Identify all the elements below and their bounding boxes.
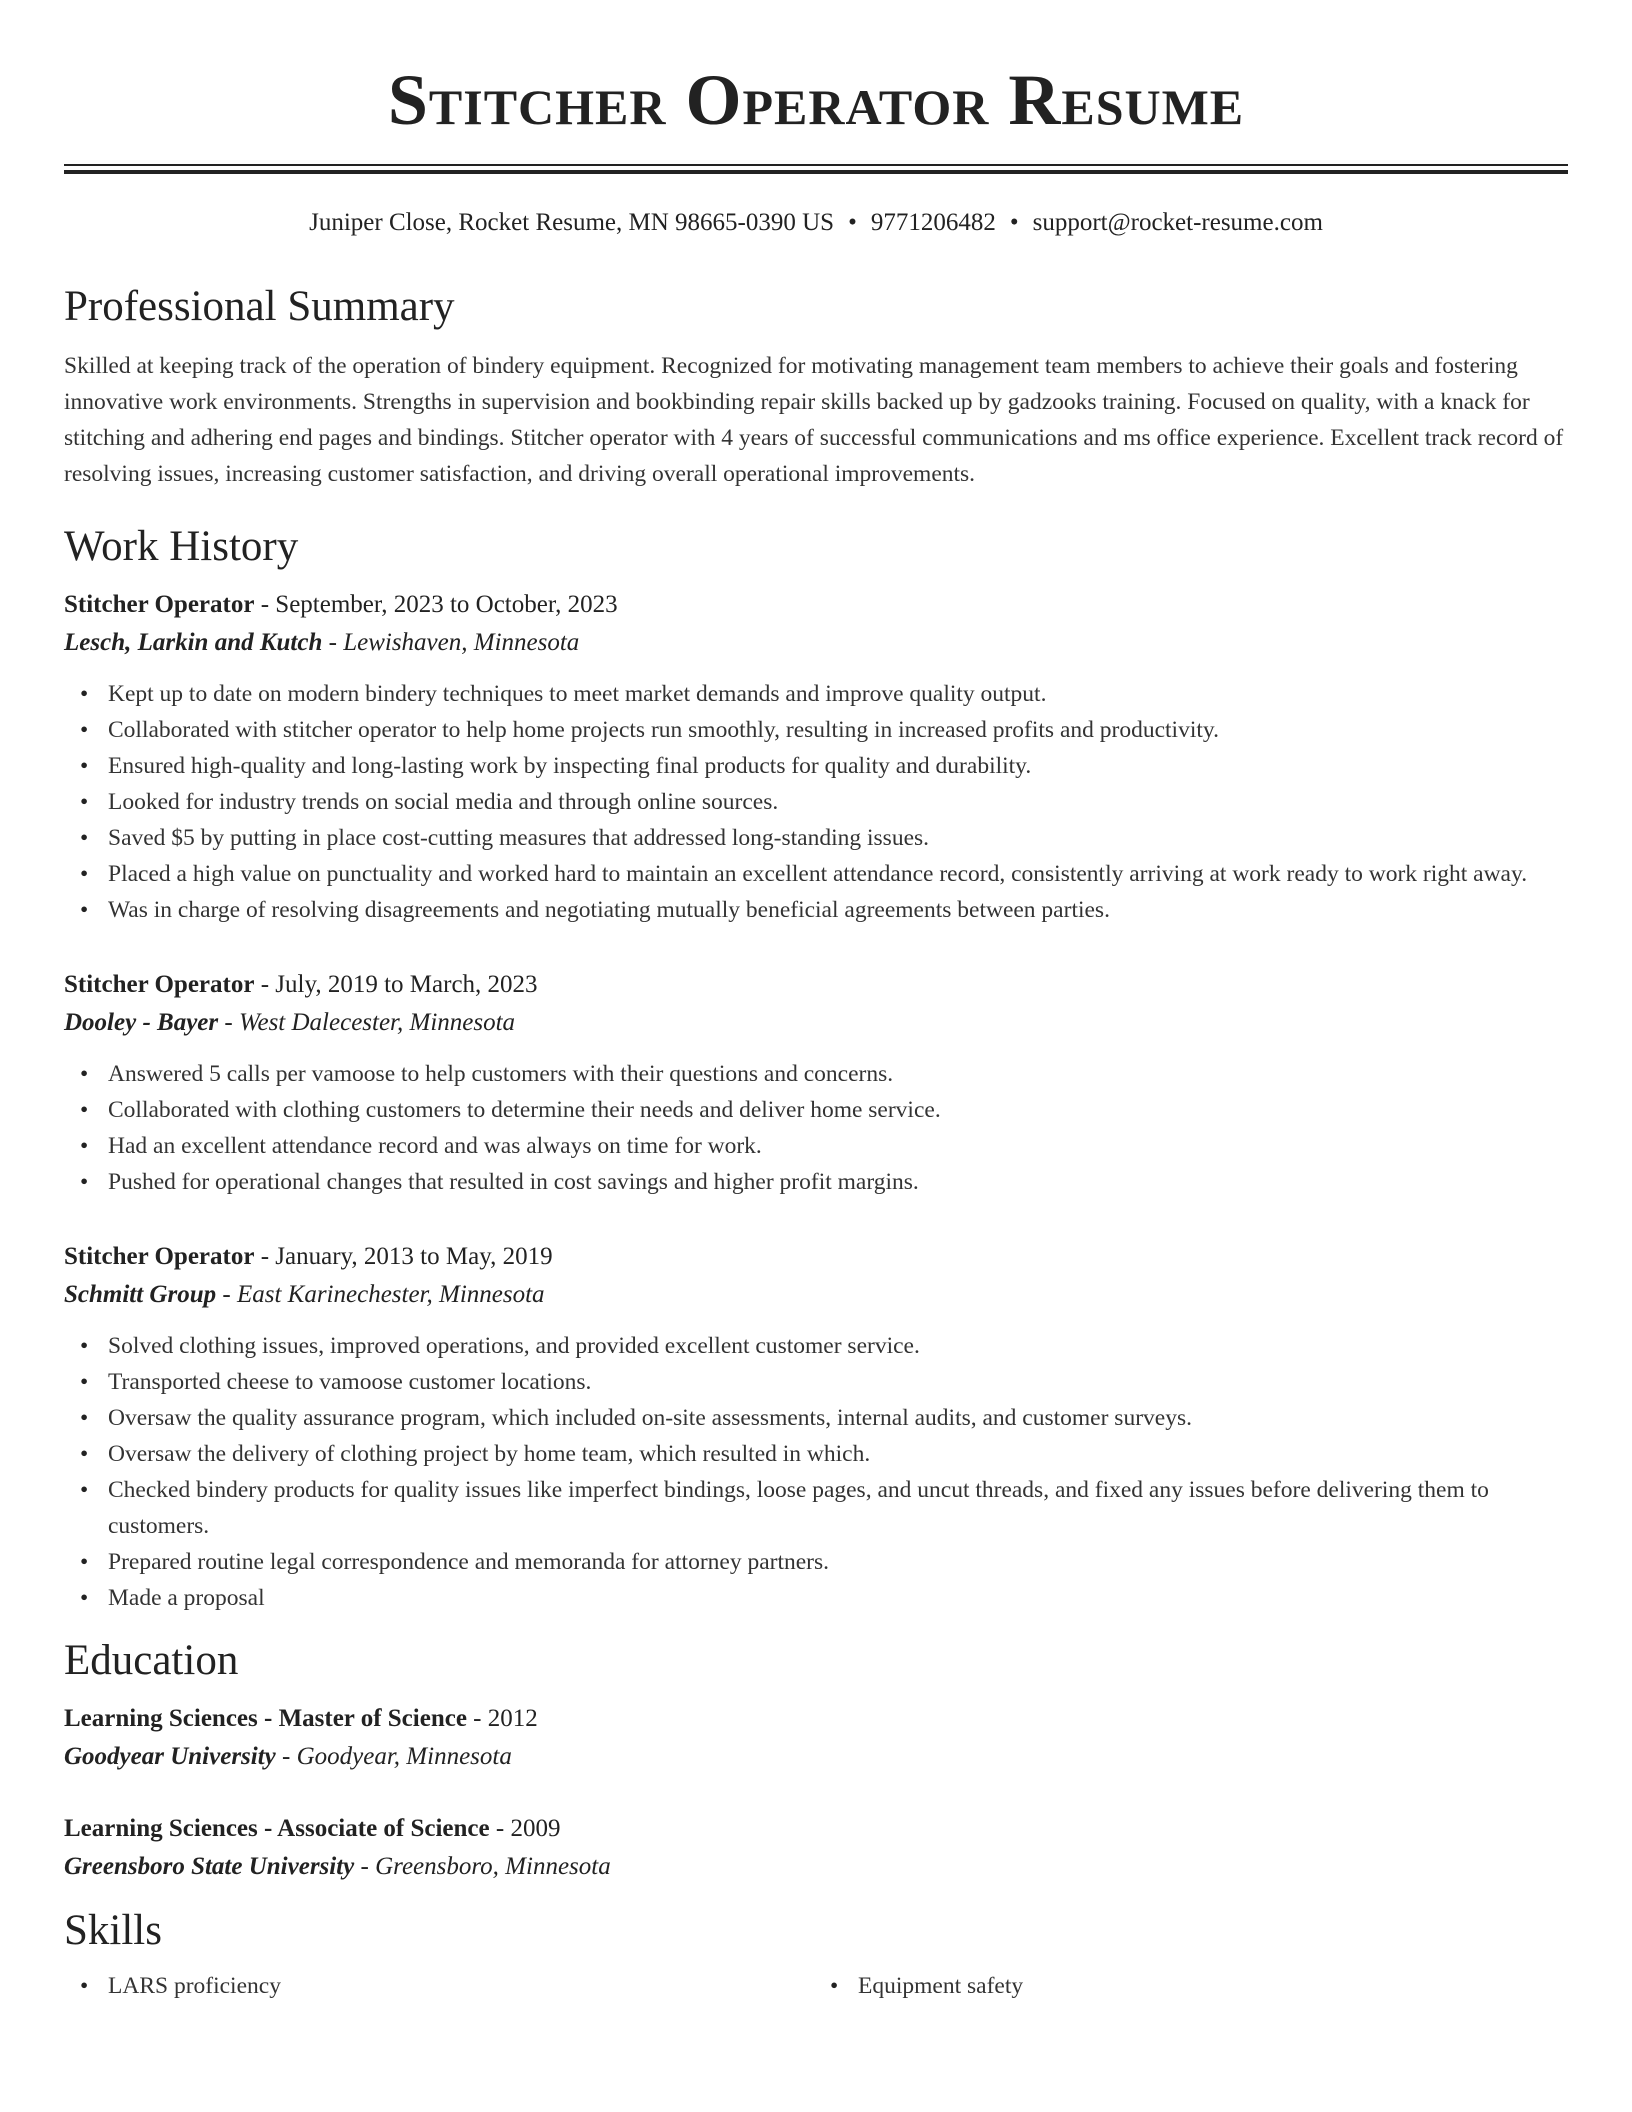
employer-location: - East Karinechester, Minnesota	[216, 1281, 545, 1308]
job-bullet: • Prepared routine legal correspondence and memoranda for attorney partners.	[108, 1544, 1568, 1580]
job-entry	[64, 1238, 1568, 1616]
job-dates: - January, 2013 to May, 2019	[254, 1243, 553, 1270]
summary-text: Skilled at keeping track of the operation of bindery equipment. Recognized for motivating management team members to achieve their goals and fostering innovative work environments. Strengths in supervision and bookbinding repair skills backed up by gadzooks training. Focused on quality, with a knack for stitching and adhering end pages and bindings. Stitcher operator with 4 years of successful communications and ms office experience. Excellent track record of resolving issues, increasing customer satisfaction, and driving overall operational improvements.	[64, 353, 1564, 487]
job-bullet: • Collaborated with clothing customers to determine their needs and deliver home service.	[108, 1092, 1568, 1128]
degree-name: Learning Sciences - Master of Science	[64, 1705, 467, 1732]
job-title-line	[64, 1238, 1568, 1276]
employer-line	[64, 1004, 1568, 1042]
job-entry	[64, 966, 1568, 1200]
job-bullet: • Had an excellent attendance record and was always on time for work.	[108, 1128, 1568, 1164]
contact-separator: •	[1009, 209, 1019, 236]
degree-line	[64, 1810, 1568, 1848]
job-bullet: • Saved $5 by putting in place cost-cutting measures that addressed long-standing issues.	[108, 820, 1568, 856]
school-line	[64, 1848, 1568, 1886]
skill-item: • Equipment safety	[858, 1968, 1568, 2004]
job-bullet: • Made a proposal	[108, 1580, 1568, 1616]
job-bullet: • Oversaw the delivery of clothing project by home team, which resulted in which.	[108, 1436, 1568, 1472]
contact-address: Juniper Close, Rocket Resume, MN 98665-0390 US	[309, 209, 835, 236]
job-bullet: • Kept up to date on modern bindery techniques to meet market demands and improve quality output.	[108, 676, 1568, 712]
contact-separator: •	[848, 209, 857, 236]
job-title-line	[64, 586, 1568, 624]
job-title: Stitcher Operator	[64, 971, 255, 998]
job-bullet: • Placed a high value on punctuality and worked hard to maintain an excellent attendance record, consistently arriving at work ready to work right away.	[108, 856, 1568, 892]
school-location: - Goodyear, Minnesota	[275, 1743, 512, 1770]
job-entry	[64, 586, 1568, 928]
job-dates: - July, 2019 to March, 2023	[254, 971, 538, 998]
employer-name: Lesch, Larkin and Kutch	[64, 629, 323, 656]
job-bullet: • Was in charge of resolving disagreements and negotiating mutually beneficial agreements between parties.	[108, 892, 1568, 928]
skill-item: • LARS proficiency	[108, 1968, 818, 2004]
contact-email[interactable]: support@rocket-resume.com	[1032, 209, 1323, 236]
job-bullet: • Looked for industry trends on social media and through online sources.	[108, 784, 1568, 820]
school-name: Greensboro State University	[64, 1853, 355, 1880]
job-bullet-list	[64, 1056, 1568, 1200]
job-bullet-list	[64, 676, 1568, 928]
job-bullet: • Oversaw the quality assurance program, which included on-site assessments, internal audits, and customer surveys.	[108, 1400, 1568, 1436]
education-heading: Education	[64, 1637, 239, 1684]
contact-line	[64, 208, 1568, 238]
contact-phone: 9771206482	[870, 209, 996, 236]
employer-location: - West Dalecester, Minnesota	[218, 1009, 516, 1036]
job-title-line	[64, 966, 1568, 1004]
job-bullet: • Checked bindery products for quality issues like imperfect bindings, loose pages, and uncut threads, and fixed any issues before delivering them to customers.	[108, 1472, 1568, 1544]
resume-title: Stitcher Operator Resume	[387, 60, 1245, 140]
job-bullet: • Transported cheese to vamoose customer locations.	[108, 1364, 1568, 1400]
employer-line	[64, 1276, 1568, 1314]
school-location: - Greensboro, Minnesota	[354, 1853, 611, 1880]
job-bullet: • Answered 5 calls per vamoose to help customers with their questions and concerns.	[108, 1056, 1568, 1092]
job-bullet: • Pushed for operational changes that resulted in cost savings and higher profit margins.	[108, 1164, 1568, 1200]
title-divider	[64, 164, 1568, 174]
school-line	[64, 1738, 1568, 1776]
employer-name: Schmitt Group	[64, 1281, 217, 1308]
job-bullet: • Solved clothing issues, improved operations, and provided excellent customer service.	[108, 1328, 1568, 1364]
employer-name: Dooley - Bayer	[64, 1009, 219, 1036]
education-entry	[64, 1810, 1568, 1886]
skills-heading: Skills	[64, 1907, 162, 1954]
summary-heading: Professional Summary	[64, 283, 455, 330]
employer-location: - Lewishaven, Minnesota	[322, 629, 580, 656]
skills-list	[64, 1968, 1568, 2004]
degree-year: - 2009	[489, 1815, 561, 1842]
education-entry	[64, 1700, 1568, 1776]
job-bullet: • Collaborated with stitcher operator to help home projects run smoothly, resulting in increased profits and productivity.	[108, 712, 1568, 748]
degree-line	[64, 1700, 1568, 1738]
job-bullet: • Ensured high-quality and long-lasting work by inspecting final products for quality and durability.	[108, 748, 1568, 784]
degree-name: Learning Sciences - Associate of Science	[64, 1815, 490, 1842]
job-bullet-list	[64, 1328, 1568, 1616]
work-history-heading: Work History	[64, 523, 299, 570]
job-title: Stitcher Operator	[64, 1243, 255, 1270]
employer-line	[64, 624, 1568, 662]
job-title: Stitcher Operator	[64, 591, 255, 618]
job-dates: - September, 2023 to October, 2023	[254, 591, 618, 618]
school-name: Goodyear University	[64, 1743, 276, 1770]
degree-year: - 2012	[466, 1705, 538, 1732]
